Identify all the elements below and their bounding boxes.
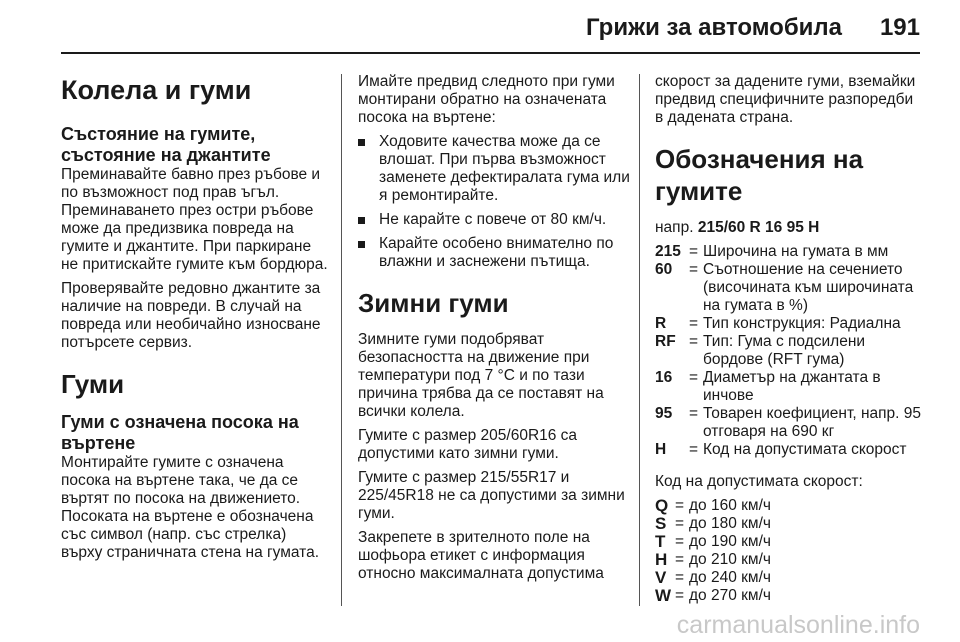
speed-code-row <box>655 551 923 569</box>
equals-sign: = <box>675 569 685 586</box>
bullet-icon <box>358 139 365 146</box>
paragraph: Преминавайте бавно през ръбове и по възможност под прав ъгъл. Преминаването през остри ръбове може да предизвика повреда на гумите и джантите. При паркиране не притискайте гумите към бордюра. <box>61 166 328 273</box>
equals-sign: = <box>689 369 699 386</box>
definition-key: H <box>655 441 667 458</box>
definition-value: Широчина на гумата в мм <box>703 243 889 260</box>
definition-key: 215 <box>655 243 681 260</box>
definition-value: до 210 км/ч <box>689 551 771 568</box>
column-divider <box>341 74 342 606</box>
paragraph: скорост за дадените гуми, вземайки предвид специфичните разпоредби в дадената страна. <box>655 73 916 126</box>
definition-key: 16 <box>655 369 673 386</box>
definition-key: Q <box>655 496 669 515</box>
definition-value: Съотношение на сечението (височината към широчината на гумата в %) <box>703 261 914 314</box>
subsection-title: Гуми с означена посока на въртене <box>61 412 299 453</box>
tyre-code-definition-row <box>655 405 923 441</box>
section-title: Обозначения на гумите <box>655 144 864 206</box>
definition-value: Код на допустимата скорост <box>703 441 907 458</box>
paragraph: Монтирайте гумите с означена посока на въртене така, че да се въртят по посока на движението. Посоката на въртене е обозначена със символ (напр. със стрелка) върху страничната стена на гумата. <box>61 454 320 561</box>
equals-sign: = <box>689 243 699 260</box>
tyre-code: 215/60 R 16 95 H <box>697 219 820 236</box>
page-number: 191 <box>879 14 920 41</box>
paragraph: Гумите с размер 215/55R17 и 225/45R18 не са допустими за зимни гуми. <box>358 469 625 522</box>
column-divider <box>639 74 640 606</box>
list-item: Ходовите качества може да се влошат. При първа възможност заменете дефектиралата гума или я ремонтирайте. <box>358 133 630 205</box>
definition-value: Тип: Гума с подсилени бордове (RFT гума) <box>703 333 866 368</box>
definition-key: 95 <box>655 405 673 422</box>
definition-key: S <box>655 514 667 533</box>
definition-key: V <box>655 568 667 587</box>
tyre-code-definitions <box>655 243 923 459</box>
tyre-code-definition-row <box>655 369 923 405</box>
equals-sign: = <box>675 515 685 532</box>
paragraph: Имайте предвид следното при гуми монтирани обратно на означената посока на въртене: <box>358 73 615 126</box>
speed-code-row <box>655 497 923 515</box>
definition-value: Диаметър на джантата в инчове <box>703 369 881 404</box>
definition-value: Товарен коефициент, напр. 95 отговаря на 690 кг <box>703 405 922 440</box>
tyre-code-definition-row <box>655 315 923 333</box>
bullet-list <box>358 133 630 271</box>
definition-key: T <box>655 532 666 551</box>
speed-code-list <box>655 497 923 605</box>
definition-value: до 190 км/ч <box>689 533 771 550</box>
watermark: carmanualsonline.info <box>676 611 920 639</box>
equals-sign: = <box>675 533 685 550</box>
section-title: Колела и гуми <box>61 75 252 105</box>
section-title: Гуми <box>61 369 125 399</box>
definition-value: Тип конструкция: Радиална <box>703 315 901 332</box>
definition-key: 60 <box>655 261 673 278</box>
tyre-code-definition-row <box>655 261 923 315</box>
header-divider <box>61 52 920 54</box>
equals-sign: = <box>689 441 699 458</box>
equals-sign: = <box>689 315 699 332</box>
column-3 <box>655 62 923 608</box>
paragraph: Зимните гуми подобряват безопасността на движение при температури под 7 °C и по тази причина трябва да се поставят на всички колела. <box>358 331 604 420</box>
tyre-code-example: напр. 215/60 R 16 95 H <box>655 219 820 236</box>
page-header <box>0 0 960 56</box>
column-1 <box>61 62 329 608</box>
equals-sign: = <box>675 551 685 568</box>
tyre-code-definition-row <box>655 441 923 459</box>
speed-code-row <box>655 587 923 605</box>
speed-code-row <box>655 569 923 587</box>
equals-sign: = <box>675 497 685 514</box>
bullet-icon <box>358 241 365 248</box>
definition-value: до 270 км/ч <box>689 587 771 604</box>
subsection-title: Състояние на гумите, състояние на джантите <box>61 124 271 165</box>
equals-sign: = <box>689 405 699 422</box>
equals-sign: = <box>675 587 685 604</box>
paragraph: Проверявайте редовно джантите за наличие на повреди. В случай на повреда или необичайно износване потърсете сервиз. <box>61 280 321 351</box>
header-title: Грижи за автомобила <box>585 14 842 41</box>
list-item: Не карайте с повече от 80 км/ч. <box>358 211 630 229</box>
paragraph: Закрепете в зрителното поле на шофьора етикет с информация относно максималната допустима <box>358 529 604 582</box>
equals-sign: = <box>689 333 699 350</box>
equals-sign: = <box>689 261 699 278</box>
tyre-code-definition-row <box>655 243 923 261</box>
speed-codes-intro: Код на допустимата скорост: <box>655 473 863 490</box>
speed-code-row <box>655 533 923 551</box>
definition-key: RF <box>655 333 676 350</box>
definition-key: W <box>655 586 672 605</box>
section-title: Зимни гуми <box>358 288 509 318</box>
definition-value: до 180 км/ч <box>689 515 771 532</box>
definition-value: до 160 км/ч <box>689 497 771 514</box>
bullet-icon <box>358 217 365 224</box>
tyre-code-definition-row <box>655 333 923 369</box>
list-item: Карайте особено внимателно по влажни и заснежени пътища. <box>358 235 630 271</box>
column-2 <box>358 62 630 608</box>
definition-key: R <box>655 315 667 332</box>
paragraph: Гумите с размер 205/60R16 са допустими като зимни гуми. <box>358 427 578 462</box>
definition-key: H <box>655 550 668 569</box>
speed-code-row <box>655 515 923 533</box>
definition-value: до 240 км/ч <box>689 569 771 586</box>
